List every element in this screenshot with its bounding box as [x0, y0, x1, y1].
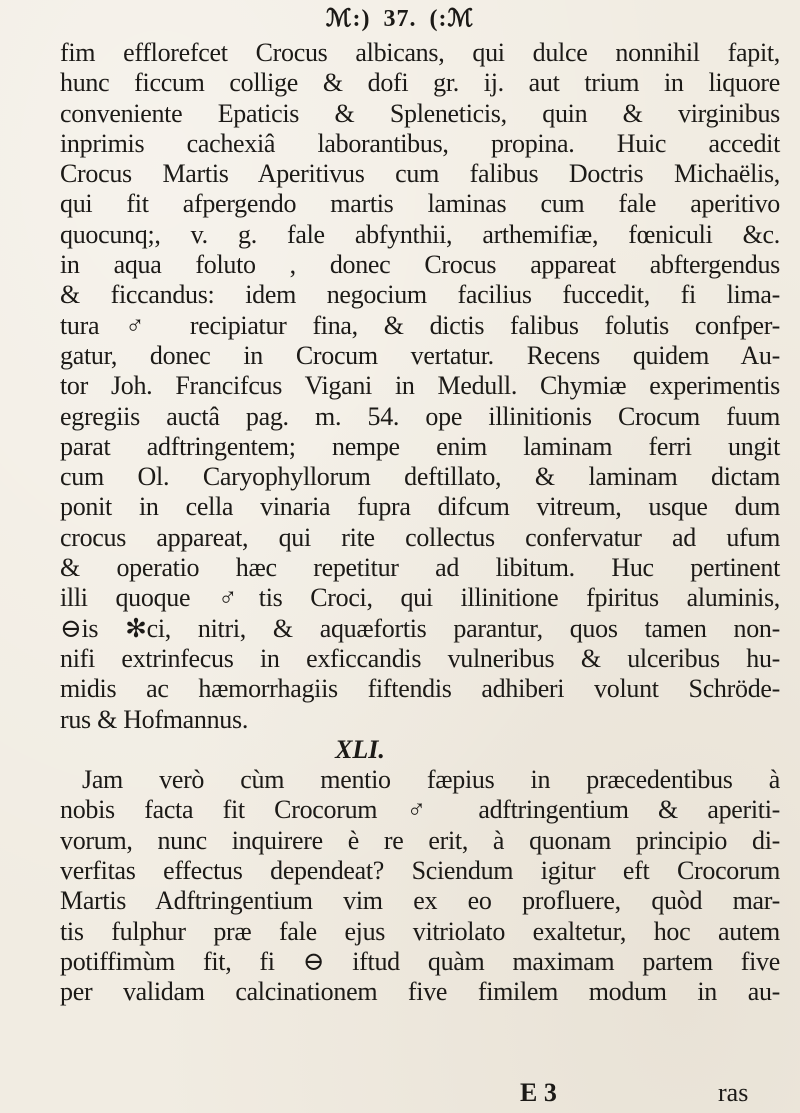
running-header [0, 2, 800, 36]
section-heading: XLI. [335, 734, 385, 764]
text-line: gatur, donec in Crocum vertatur. Recens quidem Au- [60, 340, 780, 370]
text-line: verfitas effectus dependeat? Sciendum igitur eft Crocorum [60, 856, 780, 886]
header-right-ornament: (:ℳ [429, 6, 475, 32]
text-line: ⊖is ✻ci, nitri, & aquæfortis parantur, quos tamen non- [60, 613, 780, 643]
text-line: illi quoque ♂tis Croci, qui illinitione fpiritus aluminis, [60, 583, 780, 613]
text-line: egregiis auctâ pag. m. 54. ope illinitionis Crocum fuum [60, 401, 780, 431]
text-line: hunc ficcum collige & dofi gr. ij. aut trium in liquore [60, 68, 780, 98]
text-line: qui fit afpergendo martis laminas cum fale aperitivo [60, 189, 780, 219]
text-line: Martis Adftringentium vim ex eo profluere, quòd mar- [60, 886, 780, 916]
text-line: cum Ol. Caryophyllorum deftillato, & laminam dictam [60, 462, 780, 492]
text-line: potiffimùm fit, fi ⊖ iftud quàm maximam partem five [60, 946, 780, 976]
page-number: 37. [383, 6, 417, 32]
page-footer [0, 1076, 800, 1110]
text-line: crocus appareat, qui rite collectus confervatur ad ufum [60, 522, 780, 552]
text-line: inprimis cachexiâ laborantibus, propina. Huic accedit [60, 128, 780, 158]
text-line: rus & Hofmannus. [60, 704, 249, 734]
text-line: vorum, nunc inquirere è re erit, à quonam principio di- [60, 825, 780, 855]
text-line: per validam calcinationem five fimilem modum in au- [60, 977, 780, 1007]
text-line: in aqua foluto , donec Crocus appareat abftergendus [60, 250, 780, 280]
text-line: tis fulphur præ fale ejus vitriolato exaltetur, hoc autem [60, 916, 780, 946]
text-line: & ficcandus: idem negocium facilius fuccedit, fi lima- [60, 280, 780, 310]
text-line: nobis facta fit Crocorum ♂ adftringentium & aperiti- [60, 795, 780, 825]
text-line: quocunq;, v. g. fale abfynthii, arthemifiæ, fœniculi &c. [60, 219, 780, 249]
catchword: ras [718, 1078, 749, 1107]
header-left-ornament: ℳ:) [325, 6, 371, 32]
text-line: nifi extrinfecus in exficcandis vulneribus & ulceribus hu- [60, 643, 780, 673]
text-line: conveniente Epaticis & Spleneticis, quin & virginibus [60, 98, 780, 128]
text-line: & operatio hæc repetitur ad libitum. Huc pertinent [60, 553, 780, 583]
text-line: Jam verò cùm mentio fæpius in præcedentibus à [82, 765, 780, 795]
text-line: tor Joh. Francifcus Vigani in Medull. Chymiæ experimentis [60, 371, 780, 401]
text-line: fim efflorefcet Crocus albicans, qui dulce nonnihil fapit, [60, 38, 780, 67]
text-line: tura ♂ recipiatur fina, & dictis falibus folutis confper- [60, 310, 780, 340]
signature-mark: E 3 [520, 1078, 557, 1107]
text-line: parat adftringentem; nempe enim laminam ferri ungit [60, 431, 780, 461]
text-line: midis ac hæmorrhagiis fiftendis adhiberi volunt Schröde- [60, 674, 780, 704]
body-text [60, 38, 780, 1008]
text-line: Crocus Martis Aperitivus cum falibus Doctris Michaëlis, [60, 159, 780, 189]
text-line: ponit in cella vinaria fupra difcum vitreum, usque dum [60, 492, 780, 522]
